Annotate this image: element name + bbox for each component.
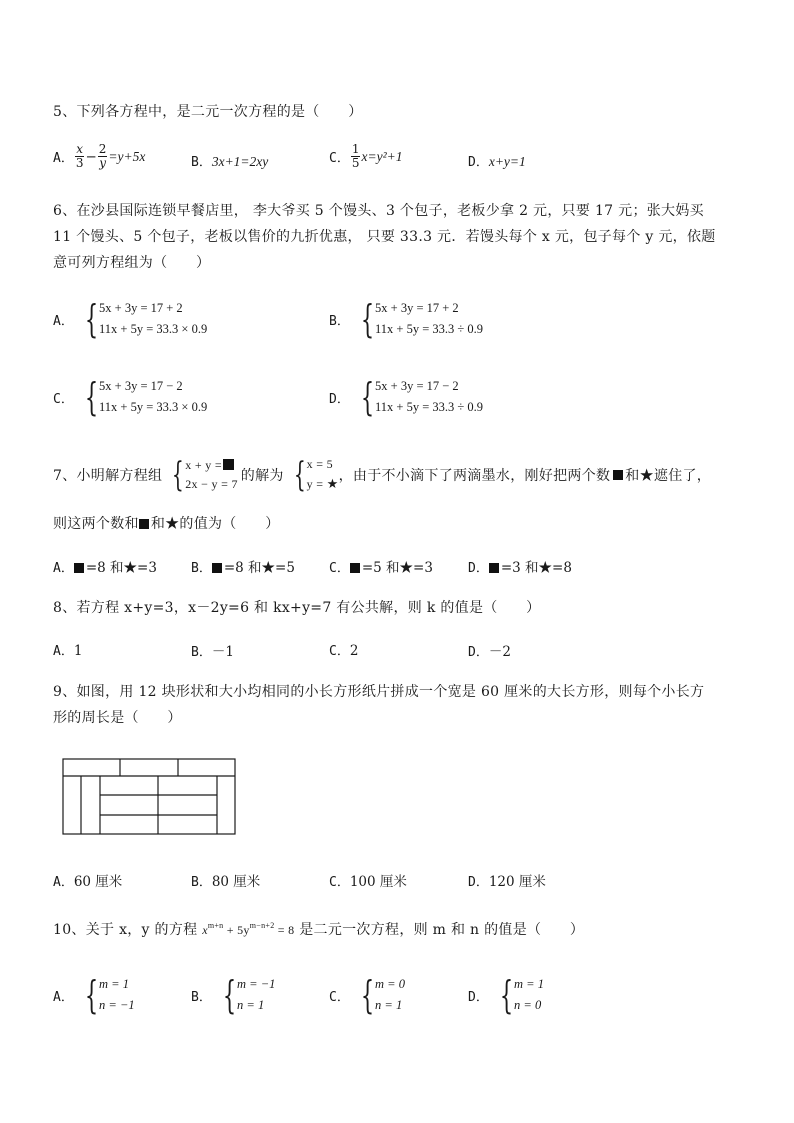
option-text: =8 和★=3	[85, 560, 157, 576]
option-text: －1	[211, 644, 234, 660]
q5-option-c[interactable]	[329, 143, 402, 170]
option-text: 1	[73, 643, 83, 659]
option-text: －2	[488, 644, 511, 660]
equation-system: m = 0 n = 1	[375, 977, 405, 1012]
q7-option-d[interactable]	[468, 556, 572, 576]
ink-square-icon	[223, 459, 234, 470]
q10-option-a[interactable]	[53, 974, 135, 1016]
q6-stem-line3: 意可列方程组为（ ）	[53, 255, 211, 271]
equation-system: x = 5 y = ★	[306, 457, 339, 491]
fraction: $\frac{x}{3}$	[75, 142, 84, 170]
equation-system: m = 1 n = 0	[514, 977, 544, 1012]
option-text: 60 厘米	[73, 874, 123, 890]
option-label: B．	[329, 313, 350, 329]
option-label: A．	[53, 644, 74, 659]
left-brace: {	[360, 973, 375, 1017]
outer-rectangle	[63, 759, 235, 834]
q5-option-d[interactable]	[468, 151, 526, 170]
option-text: =3 和★=8	[500, 560, 572, 576]
q7-option-c[interactable]	[329, 556, 433, 576]
q10-option-d[interactable]	[468, 974, 544, 1016]
square-icon	[350, 563, 360, 573]
equation-system: 5x + 3y = 17 − 2 11x + 5y = 33.3 × 0.9	[99, 379, 208, 414]
q5-option-b[interactable]	[191, 151, 268, 170]
option-label: B．	[191, 645, 212, 660]
q5-stem: 5、下列各方程中，是二元一次方程的是（ ）	[53, 104, 363, 120]
option-label: C．	[329, 151, 350, 166]
equation-system: x + y = 2x − y = 7	[185, 457, 238, 491]
option-text: 120 厘米	[488, 874, 546, 890]
q8-option-a[interactable]	[53, 640, 82, 659]
q9-option-a[interactable]	[53, 870, 122, 890]
option-label: D．	[468, 645, 489, 660]
equation-system: 5x + 3y = 17 + 2 11x + 5y = 33.3 ÷ 0.9	[375, 301, 484, 336]
square-icon	[613, 470, 623, 480]
square-icon	[74, 563, 84, 573]
q10-stem: 10、关于 x，y 的方程 $x^{m+n} + 5y^{m-n+2} = 8$ 是二元一次方程，则 m 和 n 的值是（ ）	[53, 921, 585, 938]
left-brace: {	[360, 375, 375, 419]
q6-stem-line2: 11 个馒头、5 个包子，老板以售价的九折优惠， 只要 33.3 元．若馒头每个 x 元，包子每个 y 元，依题	[53, 229, 716, 245]
q6-option-a[interactable]	[53, 298, 207, 340]
fraction: $\frac{2}{y}$	[98, 142, 107, 170]
left-brace: {	[84, 297, 99, 341]
option-label: A．	[53, 561, 74, 576]
q6-option-c[interactable]	[53, 376, 207, 418]
q9-option-b[interactable]	[191, 870, 260, 890]
q10-option-c[interactable]	[329, 974, 405, 1016]
option-expression: x+y=1	[488, 154, 526, 169]
left-brace: {	[222, 973, 237, 1017]
option-label: C．	[53, 391, 74, 407]
equation-system: m = −1 n = 1	[237, 977, 276, 1012]
square-icon	[212, 563, 222, 573]
q9-stem-line1: 9、如图，用 12 块形状和大小均相同的小长方形纸片拼成一个宽是 60 厘米的大长方形，则每个小长方	[53, 684, 705, 700]
option-label: C．	[329, 561, 350, 576]
option-text: 2	[349, 643, 359, 659]
option-expression: 3x+1=2xy	[211, 154, 269, 169]
option-label: A．	[53, 989, 74, 1005]
option-label: C．	[329, 875, 350, 890]
equation-system: m = 1 n = −1	[99, 977, 135, 1012]
q8-stem: 8、若方程 x+y=3，x－2y=6 和 kx+y=7 有公共解，则 k 的值是（ ）	[53, 600, 541, 616]
q9-option-d[interactable]	[468, 870, 546, 890]
square-icon	[139, 519, 149, 529]
q10-option-b[interactable]	[191, 974, 275, 1016]
equation: $x^{m+n} + 5y^{m-n+2} = 8$	[202, 921, 295, 937]
square-icon	[489, 563, 499, 573]
option-label: D．	[468, 155, 489, 170]
minus-sign: −	[85, 148, 97, 165]
equation-system: 5x + 3y = 17 − 2 11x + 5y = 33.3 ÷ 0.9	[375, 379, 484, 414]
option-label: D．	[468, 989, 489, 1005]
option-label: C．	[329, 989, 350, 1005]
option-label: B．	[191, 875, 212, 890]
left-brace: {	[172, 454, 185, 495]
option-label: A．	[53, 151, 74, 166]
q6-option-b[interactable]	[329, 298, 483, 340]
q7-option-b[interactable]	[191, 556, 295, 576]
q9-option-c[interactable]	[329, 870, 407, 890]
option-label: B．	[191, 561, 212, 576]
q5-option-a[interactable]	[53, 143, 145, 170]
fraction: $\frac{1}{5}$	[351, 142, 360, 170]
option-label: D．	[468, 875, 489, 890]
option-label: A．	[53, 875, 74, 890]
q7-stem-line2: 则这两个数和 和★的值为（ ）	[53, 516, 280, 532]
left-brace: {	[360, 297, 375, 341]
option-text: 80 厘米	[211, 874, 261, 890]
q6-stem-line1: 6、在沙县国际连锁早餐店里， 李大爷买 5 个馒头、3 个包子，老板少拿 2 元，只要 17 元；张大妈买	[53, 203, 704, 219]
option-expression: x=y²+1	[361, 148, 403, 164]
option-label: B．	[191, 155, 212, 170]
q7-stem-line1: 7、小明解方程组 { x + y = 2x − y = 7 的解为 { x = 5 y = ★ ，由于不小滴下了两滴墨水，刚好把两个数 和★遮住了，	[53, 454, 712, 495]
q6-option-d[interactable]	[329, 376, 483, 418]
equation-system: 5x + 3y = 17 + 2 11x + 5y = 33.3 × 0.9	[99, 301, 208, 336]
option-text: =8 和★=5	[223, 560, 295, 576]
rectangle-tiling-figure	[62, 758, 238, 838]
option-text: =5 和★=3	[361, 560, 433, 576]
q8-option-d[interactable]	[468, 640, 511, 660]
option-label: D．	[468, 561, 489, 576]
option-label: A．	[53, 313, 74, 329]
left-brace: {	[499, 973, 514, 1017]
option-text: 100 厘米	[349, 874, 407, 890]
option-label: B．	[191, 989, 212, 1005]
option-expression: =y+5x	[108, 148, 146, 164]
q7-option-a[interactable]	[53, 556, 157, 576]
left-brace: {	[84, 973, 99, 1017]
q9-stem-line2: 形的周长是（ ）	[53, 710, 182, 726]
ink-star-icon: ★	[326, 476, 339, 491]
option-label: D．	[329, 391, 350, 407]
q8-option-b[interactable]	[191, 640, 234, 660]
q8-option-c[interactable]	[329, 640, 358, 659]
option-label: C．	[329, 644, 350, 659]
left-brace: {	[84, 375, 99, 419]
left-brace: {	[293, 454, 306, 495]
